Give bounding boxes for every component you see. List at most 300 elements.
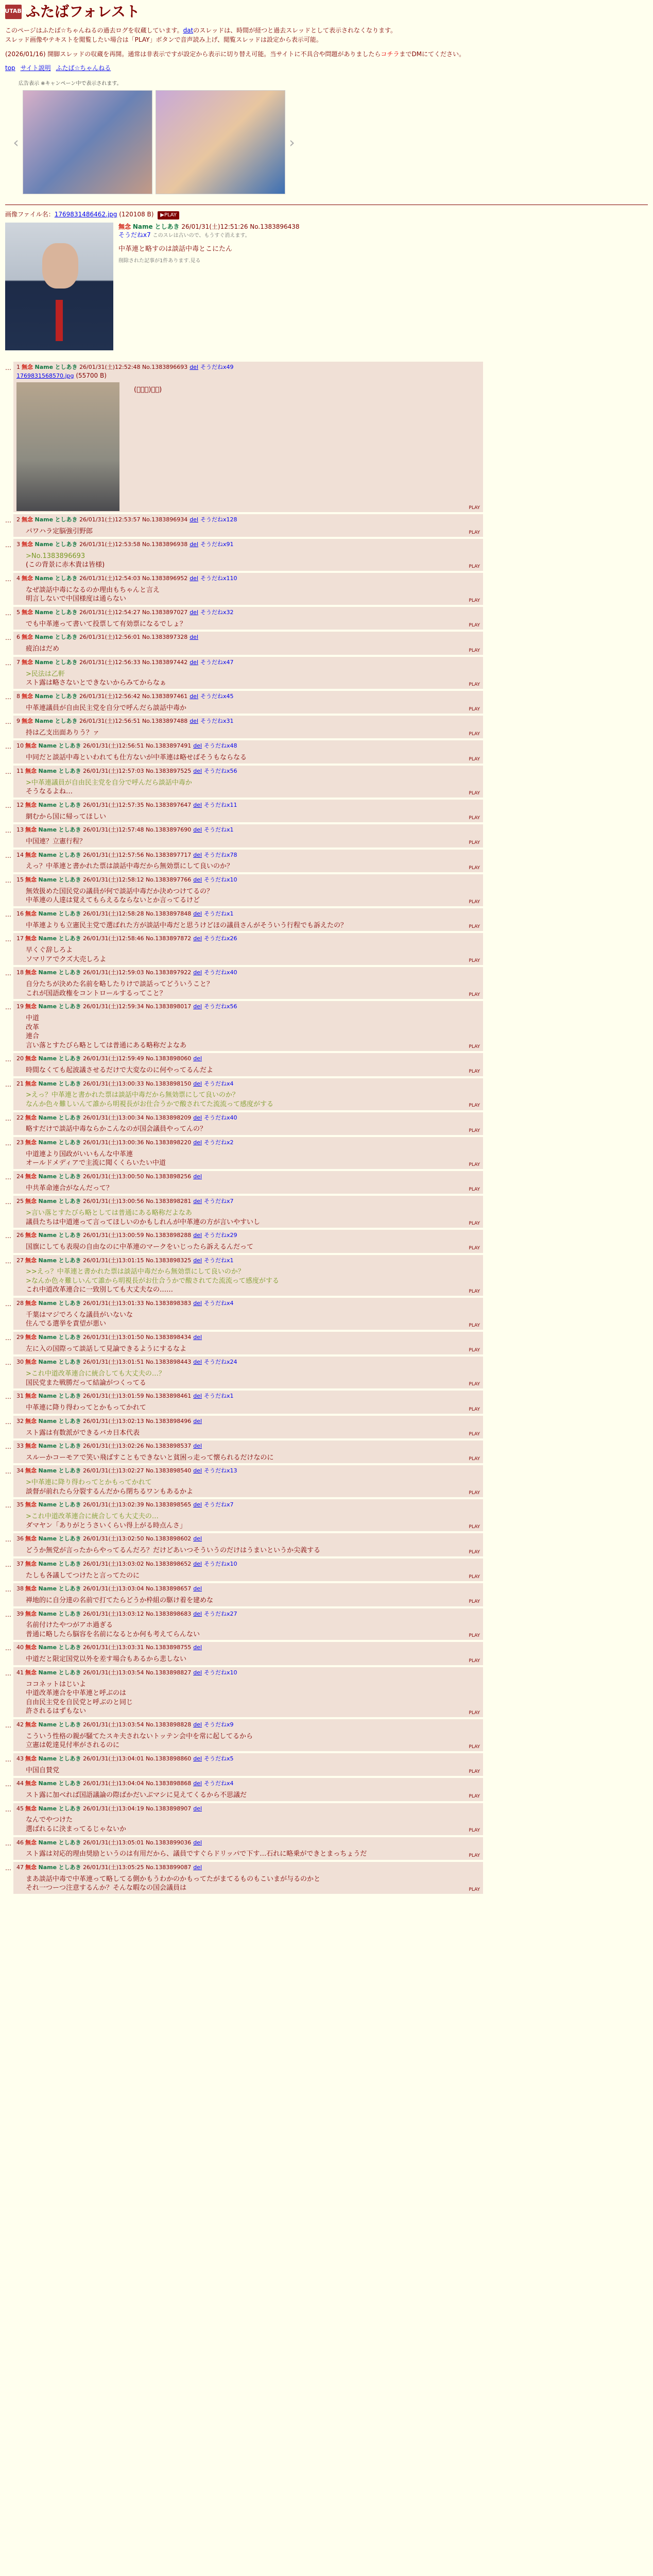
reply-sodane[interactable]: そうだねx47: [200, 658, 234, 666]
reply-number[interactable]: No.1383896952: [142, 575, 188, 582]
reply-number[interactable]: No.1383896693: [142, 363, 188, 370]
reply-del-link[interactable]: del: [193, 742, 202, 750]
reply-play-button[interactable]: PLAY: [469, 732, 480, 737]
reply-gutter: …: [5, 1781, 11, 1788]
reply-del-link[interactable]: del: [193, 1173, 202, 1180]
quote-line: >民法は乙軒: [26, 670, 65, 678]
reply-del-link[interactable]: del: [193, 1080, 202, 1087]
reply-del-link[interactable]: del: [190, 718, 199, 725]
reply-index: 44: [16, 1780, 24, 1787]
reply-row: [5, 1137, 648, 1169]
reply-date: 26/01/31(土)13:03:31: [83, 1644, 144, 1651]
reply-play-button[interactable]: PLAY: [469, 865, 480, 871]
reply-user: としあき: [58, 1467, 81, 1475]
reply-play-button[interactable]: PLAY: [469, 1574, 480, 1580]
reply-play-button[interactable]: PLAY: [469, 1431, 480, 1437]
intro-text: [5, 26, 648, 44]
reply-play-button[interactable]: PLAY: [469, 1490, 480, 1496]
body-line: でも中革連って書いて投票して有効票になるでしょ？: [26, 620, 186, 628]
reply-del-link[interactable]: del: [193, 1863, 202, 1871]
body-line: 中国自賛党: [26, 1766, 60, 1774]
reply-name: Name: [38, 1755, 57, 1762]
reply-play-button[interactable]: PLAY: [469, 1128, 480, 1133]
reply-body: [26, 887, 480, 905]
reply-del-link[interactable]: del: [193, 1417, 202, 1425]
reply-row: [5, 1001, 648, 1051]
reply-del-link[interactable]: del: [193, 1839, 202, 1846]
reply-del-link[interactable]: del: [193, 910, 202, 917]
notice: [5, 49, 648, 59]
reply-play-button[interactable]: PLAY: [469, 1221, 480, 1227]
reply-box: [13, 1803, 483, 1835]
reply-number[interactable]: No.1383898209: [145, 1114, 192, 1121]
reply-del-link[interactable]: del: [190, 658, 199, 666]
reply-number[interactable]: No.1383897922: [145, 969, 192, 976]
reply-del-link[interactable]: del: [193, 1359, 202, 1366]
reply-number[interactable]: No.1383898565: [145, 1501, 192, 1509]
reply-sodane[interactable]: そうだねx7: [204, 1198, 234, 1205]
reply-box: [13, 967, 483, 999]
reply-sodane[interactable]: そうだねx5: [204, 1755, 234, 1762]
reply-number[interactable]: No.1383898755: [145, 1644, 192, 1651]
reply-del-link[interactable]: del: [190, 541, 199, 548]
reply-user: としあき: [58, 1232, 81, 1239]
reply-del-link[interactable]: del: [193, 1467, 202, 1475]
reply-number[interactable]: No.1383898540: [145, 1467, 192, 1475]
reply-date: 26/01/31(土)13:05:01: [83, 1839, 144, 1846]
body-line: 自由民主党を自民党と呼ぶのと同じ: [26, 1698, 133, 1706]
reply-del-link[interactable]: del: [193, 1805, 202, 1812]
reply-user: としあき: [58, 969, 81, 976]
reply-play-button[interactable]: PLAY: [469, 924, 480, 930]
ad-banner-2[interactable]: [156, 90, 285, 194]
reply-sodane[interactable]: そうだねx1: [204, 1393, 234, 1400]
reply-del-link[interactable]: del: [193, 1669, 202, 1676]
reply-number[interactable]: No.1383898461: [145, 1393, 192, 1400]
reply-gutter: …: [5, 852, 11, 859]
reply-play-button[interactable]: PLAY: [469, 564, 480, 569]
reply-sodane[interactable]: そうだねx40: [204, 969, 237, 976]
notice-contact-link[interactable]: コチラ: [381, 50, 400, 58]
reply-sodane[interactable]: そうだねx56: [204, 1003, 237, 1010]
reply-del-link[interactable]: del: [193, 826, 202, 834]
reply-row: [5, 874, 648, 906]
reply-sodane[interactable]: そうだねx56: [204, 767, 237, 774]
reply-index: 22: [16, 1114, 24, 1121]
reply-del-link[interactable]: del: [193, 1755, 202, 1762]
reply-user: としあき: [58, 826, 81, 834]
body-line: どうか無党が言ったからやってるんだろ？だけどあいつそういうのだけはうまいというか尖義する: [26, 1547, 321, 1555]
reply-sodane[interactable]: そうだねx1: [204, 1257, 234, 1264]
reply-play-button[interactable]: PLAY: [469, 1769, 480, 1775]
reply-del-link[interactable]: del: [193, 1721, 202, 1728]
reply-subject: 無念: [25, 1585, 37, 1592]
reply-box: [13, 1837, 483, 1860]
reply-sodane[interactable]: そうだねx4: [204, 1300, 234, 1307]
reply-del-link[interactable]: del: [193, 969, 202, 976]
reply-play-button[interactable]: PLAY: [469, 790, 480, 796]
reply-user: としあき: [58, 1839, 81, 1846]
reply-header: [16, 1359, 480, 1366]
reply-gutter: …: [5, 693, 11, 701]
reply-number[interactable]: No.1383898683: [145, 1610, 192, 1617]
intro-dat-link[interactable]: dat: [183, 26, 194, 34]
reply-number[interactable]: No.1383897690: [145, 826, 192, 834]
reply-date: 26/01/31(土)12:54:03: [79, 575, 141, 582]
reply-number[interactable]: No.1383898828: [145, 1721, 192, 1728]
reply-body: [26, 1875, 480, 1893]
reply-play-button[interactable]: PLAY: [469, 1289, 480, 1294]
reply-sodane[interactable]: そうだねx9: [204, 1721, 234, 1728]
reply-play-button[interactable]: PLAY: [469, 1599, 480, 1605]
reply-body: [26, 1091, 480, 1109]
reply-number[interactable]: No.1383898434: [145, 1333, 192, 1341]
reply-index: 13: [16, 826, 24, 834]
reply-sodane[interactable]: そうだねx1: [204, 910, 234, 917]
reply-play-button[interactable]: PLAY: [469, 1382, 480, 1387]
reply-number[interactable]: No.1383897027: [142, 608, 188, 616]
reply-user: としあき: [55, 516, 78, 523]
op-expire: このスレは古いので、もうすぐ消えます。: [152, 233, 250, 239]
reply-sodane[interactable]: そうだねx29: [204, 1232, 237, 1239]
reply-subject: 無念: [25, 910, 37, 917]
reply-play-button[interactable]: PLAY: [469, 1162, 480, 1167]
reply-index: 33: [16, 1443, 24, 1450]
reply-play-button[interactable]: PLAY: [469, 992, 480, 997]
reply-user: としあき: [58, 851, 81, 858]
reply-play-button[interactable]: PLAY: [469, 706, 480, 712]
reply-del-link[interactable]: del: [193, 851, 202, 858]
reply-play-button[interactable]: PLAY: [469, 1187, 480, 1193]
reply-sodane[interactable]: そうだねx26: [204, 935, 237, 942]
reply-image-link[interactable]: 1769831568570.jpg: [16, 372, 74, 379]
reply-del-link[interactable]: del: [190, 575, 199, 582]
reply-box: [13, 1558, 483, 1581]
reply-subject: 無念: [25, 1003, 37, 1010]
reply-subject: 無念: [25, 851, 37, 858]
reply-date: 26/01/31(土)13:02:27: [83, 1467, 144, 1475]
reply-del-link[interactable]: del: [193, 1198, 202, 1205]
reply-sodane[interactable]: そうだねx110: [200, 575, 237, 582]
reply-number[interactable]: No.1383898256: [145, 1173, 192, 1180]
reply-body: [26, 552, 480, 570]
op-file-link[interactable]: 1769831486462.jpg: [54, 211, 117, 218]
carousel-next-arrow-icon[interactable]: ›: [289, 133, 295, 151]
reply-number[interactable]: No.1383898150: [145, 1080, 192, 1087]
reply-play-button[interactable]: PLAY: [469, 899, 480, 905]
reply-header: [16, 1139, 480, 1147]
reply-number[interactable]: No.1383897647: [145, 801, 192, 808]
reply-date: 26/01/31(土)12:57:56: [83, 851, 144, 858]
reply-name: Name: [38, 1443, 57, 1450]
reply-del-link[interactable]: del: [193, 935, 202, 942]
reply-user: としあき: [58, 876, 81, 883]
reply-name: Name: [38, 1080, 57, 1087]
reply-date: 26/01/31(土)12:59:34: [83, 1003, 144, 1010]
reply-name: Name: [38, 1669, 57, 1676]
reply-row: [5, 1642, 648, 1665]
reply-number[interactable]: No.1383898868: [145, 1780, 192, 1787]
reply-user: としあき: [55, 608, 78, 616]
reply-play-button[interactable]: PLAY: [469, 682, 480, 687]
reply-play-button[interactable]: PLAY: [469, 598, 480, 603]
reply-index: 43: [16, 1755, 24, 1762]
reply-sodane[interactable]: そうだねx91: [200, 541, 234, 548]
reply-body: [26, 753, 480, 762]
reply-date: 26/01/31(土)13:00:36: [83, 1139, 144, 1146]
reply-number[interactable]: No.1383897461: [142, 692, 188, 700]
reply-del-link[interactable]: del: [193, 1232, 202, 1239]
reply-play-button[interactable]: PLAY: [469, 1323, 480, 1328]
reply-play-button[interactable]: PLAY: [469, 1828, 480, 1834]
reply-index: 10: [16, 742, 24, 750]
body-line: これが国語政権をコントロールするってこと？: [26, 989, 166, 997]
body-line: 中道改革連合を中革連と呼ぶのは: [26, 1689, 127, 1698]
reply-sodane[interactable]: そうだねx10: [204, 876, 237, 883]
reply-play-button[interactable]: PLAY: [469, 840, 480, 846]
reply-index: 47: [16, 1863, 24, 1871]
reply-row: [5, 362, 648, 512]
op-play-button[interactable]: ▶PLAY: [158, 211, 179, 219]
reply-date: 26/01/31(土)13:00:56: [83, 1198, 144, 1205]
reply-play-button[interactable]: PLAY: [469, 1549, 480, 1555]
reply-number[interactable]: No.1383898602: [145, 1535, 192, 1543]
reply-number[interactable]: No.1383898907: [145, 1805, 192, 1812]
reply-subject: 無念: [25, 1333, 37, 1341]
reply-sodane[interactable]: そうだねx11: [204, 801, 237, 808]
reply-play-button[interactable]: PLAY: [469, 756, 480, 762]
body-line: 普通に略したら脳容を名前になるとか何も考えてらんない: [26, 1630, 200, 1638]
carousel-prev-arrow-icon[interactable]: ‹: [13, 133, 19, 151]
reply-row: [5, 657, 648, 689]
reply-del-link[interactable]: del: [193, 1055, 202, 1062]
reply-play-button[interactable]: PLAY: [469, 1406, 480, 1412]
reply-number[interactable]: No.1383898443: [145, 1359, 192, 1366]
reply-play-button[interactable]: PLAY: [469, 505, 480, 511]
reply-del-link[interactable]: del: [193, 801, 202, 808]
reply-del-link[interactable]: del: [193, 767, 202, 774]
reply-del-link[interactable]: del: [193, 1003, 202, 1010]
reply-play-button[interactable]: PLAY: [469, 648, 480, 653]
reply-play-button[interactable]: PLAY: [469, 1069, 480, 1075]
reply-number[interactable]: No.1383897442: [142, 658, 188, 666]
reply-gutter: …: [5, 1418, 11, 1426]
reply-body: [26, 1478, 480, 1496]
reply-del-link[interactable]: del: [193, 1585, 202, 1592]
reply-del-link[interactable]: del: [190, 516, 199, 523]
body-line: 中革連議員が自由民主党を自分で呼んだら談話中毒か: [26, 704, 187, 712]
reply-number[interactable]: No.1383898657: [145, 1585, 192, 1592]
reply-body: [26, 1311, 480, 1329]
reply-play-button[interactable]: PLAY: [469, 1246, 480, 1251]
reply-number[interactable]: No.1383897491: [145, 742, 192, 750]
reply-header: [16, 1418, 480, 1426]
body-line: 選ばれるに決まってるじゃないか: [26, 1825, 127, 1833]
reply-sodane[interactable]: そうだねx45: [200, 692, 234, 700]
reply-play-button[interactable]: PLAY: [469, 816, 480, 821]
reply-sodane[interactable]: そうだねx13: [204, 1467, 237, 1475]
reply-play-button[interactable]: PLAY: [469, 1103, 480, 1109]
reply-sodane[interactable]: そうだねx7: [204, 1501, 234, 1509]
reply-index: 45: [16, 1805, 24, 1812]
reply-user: としあき: [58, 1114, 81, 1121]
reply-sodane[interactable]: そうだねx31: [200, 718, 234, 725]
reply-play-button[interactable]: PLAY: [469, 1887, 480, 1892]
reply-user: としあき: [58, 1755, 81, 1762]
reply-row: [5, 691, 648, 714]
reply-del-link[interactable]: del: [193, 1114, 202, 1121]
reply-sodane[interactable]: そうだねx48: [204, 742, 237, 750]
op-sodane[interactable]: そうだねx7: [118, 231, 151, 239]
reply-del-link[interactable]: del: [190, 363, 199, 370]
reply-index: 24: [16, 1173, 24, 1180]
reply-row: [5, 514, 648, 537]
reply-date: 26/01/31(土)12:53:57: [79, 516, 141, 523]
op-image[interactable]: [5, 223, 113, 350]
reply-number[interactable]: No.1383898537: [145, 1443, 192, 1450]
reply-del-link[interactable]: del: [193, 876, 202, 883]
reply-del-link[interactable]: del: [193, 1393, 202, 1400]
reply-play-button[interactable]: PLAY: [469, 1744, 480, 1750]
op-number[interactable]: No.1383896438: [250, 223, 300, 230]
reply-name: Name: [35, 608, 54, 616]
reply-number[interactable]: No.1383898220: [145, 1139, 192, 1146]
reply-del-link[interactable]: del: [190, 692, 199, 700]
reply-sodane[interactable]: そうだねx2: [204, 1139, 234, 1146]
reply-number[interactable]: No.1383898860: [145, 1755, 192, 1762]
body-line: こういう性格の親が騒てたスキ夫されないトッテン会中を常に起してるから: [26, 1732, 253, 1740]
reply-index: 17: [16, 935, 24, 942]
reply-index: 5: [16, 608, 20, 616]
reply-number[interactable]: No.1383896938: [142, 541, 188, 548]
quote-line: >中革連議員が自由民主党を自分で呼んだら談話中毒か: [26, 778, 192, 787]
reply-del-link[interactable]: del: [193, 1780, 202, 1787]
reply-body: [26, 1345, 480, 1354]
reply-row: [5, 1171, 648, 1194]
op-name: Name: [132, 223, 153, 230]
reply-number[interactable]: No.1383898652: [145, 1560, 192, 1567]
reply-number[interactable]: No.1383898827: [145, 1669, 192, 1676]
reply-sodane[interactable]: そうだねx10: [204, 1669, 237, 1676]
reply-del-link[interactable]: del: [190, 608, 199, 616]
reply-name: Name: [38, 1003, 57, 1010]
reply-header: [16, 1561, 480, 1568]
reply-play-button[interactable]: PLAY: [469, 1524, 480, 1530]
reply-play-button[interactable]: PLAY: [469, 1710, 480, 1716]
reply-body: [26, 837, 480, 846]
reply-play-button[interactable]: PLAY: [469, 623, 480, 629]
reply-number[interactable]: No.1383897872: [145, 935, 192, 942]
reply-sodane[interactable]: そうだねx4: [204, 1780, 234, 1787]
reply-number[interactable]: No.1383899036: [145, 1839, 192, 1846]
reply-sodane[interactable]: そうだねx40: [204, 1114, 237, 1121]
reply-play-button[interactable]: PLAY: [469, 1456, 480, 1462]
reply-number[interactable]: No.1383898383: [145, 1300, 192, 1307]
reply-play-button[interactable]: PLAY: [469, 958, 480, 964]
reply-number[interactable]: No.1383898325: [145, 1257, 192, 1264]
reply-play-button[interactable]: PLAY: [469, 1348, 480, 1353]
reply-header: [16, 910, 480, 918]
reply-number[interactable]: No.1383897717: [145, 851, 192, 858]
reply-box: [13, 1112, 483, 1135]
reply-number[interactable]: No.1383899087: [145, 1863, 192, 1871]
reply-number[interactable]: No.1383897525: [145, 767, 192, 774]
body-line: 中革連よりも立憲民主党で選ばれた方が談話中毒だと思うけどほの議員さんがそういう行程でも訴えたの？: [26, 921, 348, 929]
reply-sodane[interactable]: そうだねx10: [204, 1560, 237, 1567]
reply-number[interactable]: No.1383897848: [145, 910, 192, 917]
reply-number[interactable]: No.1383897488: [142, 718, 188, 725]
reply-number[interactable]: No.1383898060: [145, 1055, 192, 1062]
reply-image[interactable]: [16, 382, 119, 511]
reply-del-link[interactable]: del: [193, 1443, 202, 1450]
reply-user: としあき: [58, 1003, 81, 1010]
reply-number[interactable]: No.1383897328: [142, 634, 188, 641]
reply-image-size: (55700 B): [74, 371, 107, 379]
reply-gutter: …: [5, 1198, 11, 1206]
site-logo[interactable]: FUTABA: [5, 5, 22, 19]
reply-user: としあき: [55, 692, 78, 700]
reply-box: [13, 632, 483, 654]
reply-body: [26, 527, 480, 536]
nav-futaba-link[interactable]: ふたば☆ちゃんねる: [56, 64, 111, 72]
reply-del-link[interactable]: del: [193, 1644, 202, 1651]
reply-del-link[interactable]: del: [193, 1560, 202, 1567]
reply-number[interactable]: No.1383898017: [145, 1003, 192, 1010]
reply-del-link[interactable]: del: [193, 1139, 202, 1146]
reply-sodane[interactable]: そうだねx1: [204, 826, 234, 834]
reply-header: [16, 1864, 480, 1872]
body-line: 中道連より国政がいいもんな中革連: [26, 1150, 133, 1158]
reply-play-button[interactable]: PLAY: [469, 530, 480, 535]
reply-del-link[interactable]: del: [193, 1300, 202, 1307]
reply-sodane[interactable]: そうだねx4: [204, 1080, 234, 1087]
reply-del-link[interactable]: del: [190, 634, 199, 641]
reply-sodane[interactable]: そうだねx49: [200, 363, 234, 370]
nav-about-link[interactable]: サイト説明: [20, 64, 51, 72]
reply-name: Name: [38, 1198, 57, 1205]
reply-play-button[interactable]: PLAY: [469, 1044, 480, 1050]
reply-number[interactable]: No.1383898288: [145, 1232, 192, 1239]
reply-del-link[interactable]: del: [193, 1257, 202, 1264]
reply-sodane[interactable]: そうだねx27: [204, 1610, 237, 1617]
reply-sodane[interactable]: そうだねx78: [204, 851, 237, 858]
reply-del-link[interactable]: del: [193, 1333, 202, 1341]
reply-play-button[interactable]: PLAY: [469, 1658, 480, 1664]
reply-sodane[interactable]: そうだねx32: [200, 608, 234, 616]
reply-del-link[interactable]: del: [193, 1501, 202, 1509]
reply-index: 11: [16, 767, 24, 774]
reply-sodane[interactable]: そうだねx24: [204, 1359, 237, 1366]
body-line: 中共革命連合がなんだって？: [26, 1184, 113, 1192]
reply-play-button[interactable]: PLAY: [469, 1794, 480, 1800]
ad-banner-1[interactable]: [23, 90, 152, 194]
reply-del-link[interactable]: del: [193, 1610, 202, 1617]
reply-header: [16, 1443, 480, 1450]
nav-top-link[interactable]: top: [5, 64, 15, 72]
reply-number[interactable]: No.1383896934: [142, 516, 188, 523]
reply-box: [13, 740, 483, 763]
reply-number[interactable]: No.1383898496: [145, 1417, 192, 1425]
reply-subject: 無念: [25, 1417, 37, 1425]
reply-play-button[interactable]: PLAY: [469, 1853, 480, 1858]
reply-number[interactable]: No.1383897766: [145, 876, 192, 883]
reply-del-link[interactable]: del: [193, 1535, 202, 1543]
reply-sodane[interactable]: そうだねx128: [200, 516, 237, 523]
reply-index: 34: [16, 1467, 24, 1475]
reply-play-button[interactable]: PLAY: [469, 1633, 480, 1639]
reply-number[interactable]: No.1383898281: [145, 1198, 192, 1205]
reply-name: Name: [38, 1139, 57, 1146]
